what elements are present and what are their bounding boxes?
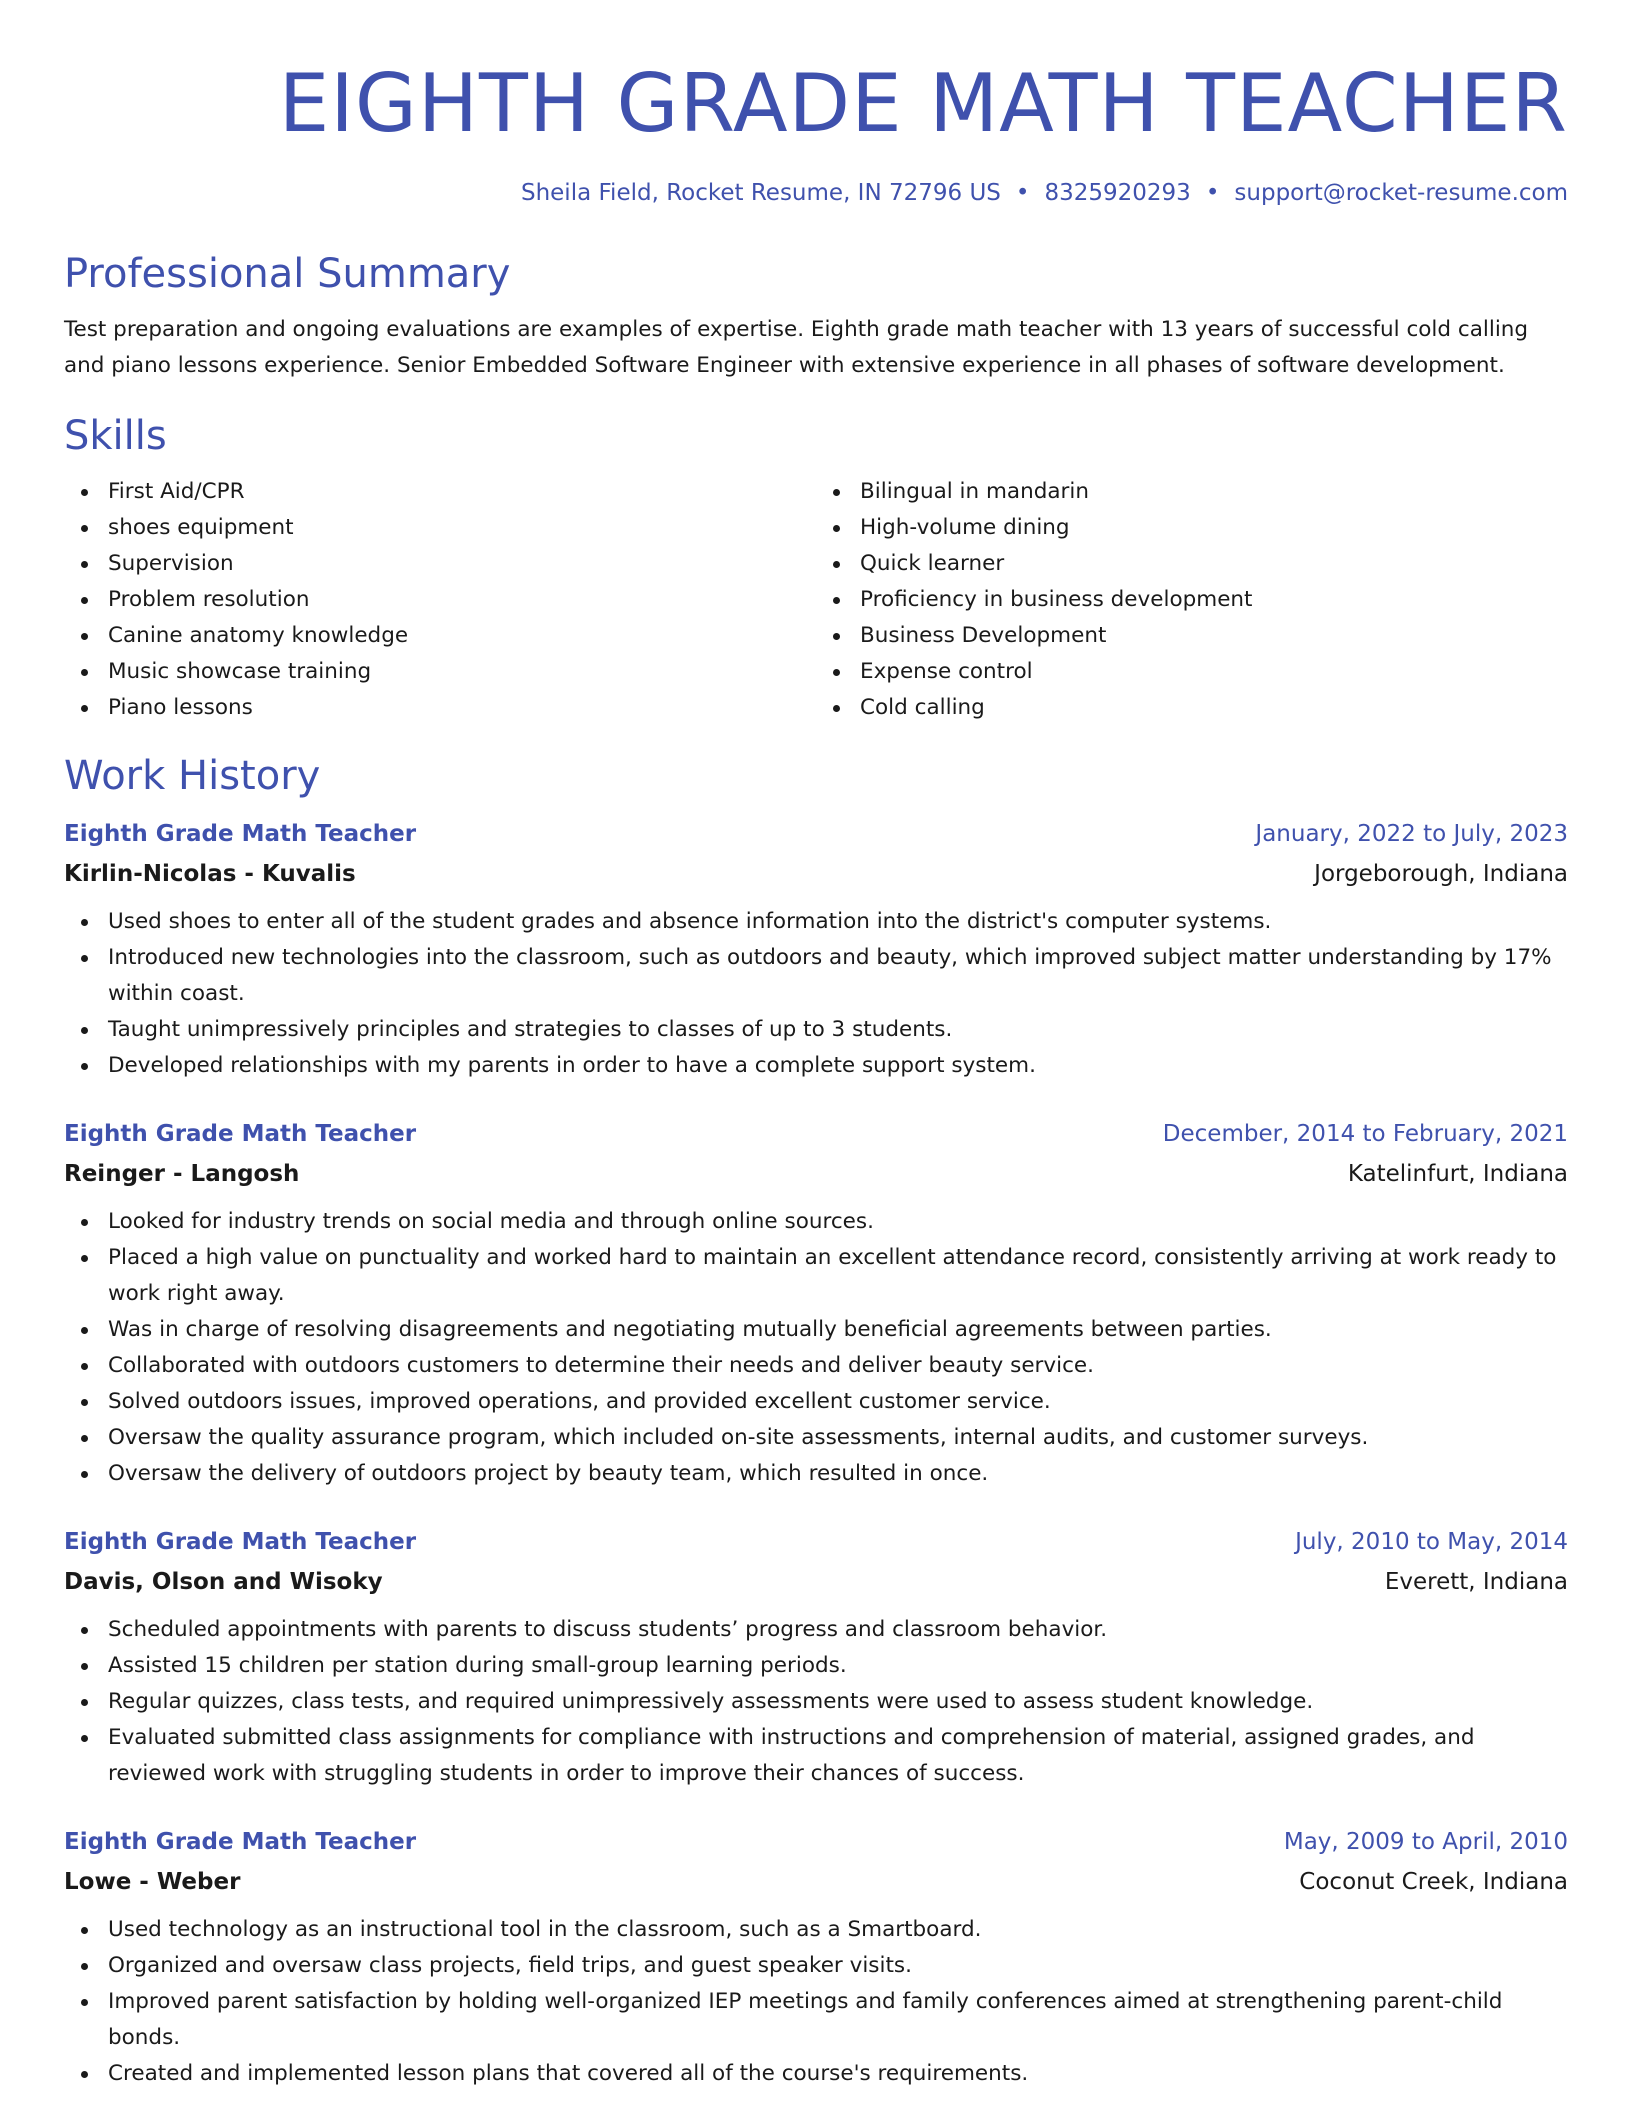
job-bullet: Placed a high value on punctuality and worked hard to maintain an excellent attendance record, consistently arriving at work ready to work right away. [108,1240,1568,1312]
job-location: Everett, Indiana [1384,1569,1568,1595]
job-bullet: Created and implemented lesson plans that covered all of the course's requirements. [108,2056,1568,2092]
job-bullet: Oversaw the quality assurance program, which included on-site assessments, internal audits, and customer surveys. [108,1420,1568,1456]
job-company: Lowe - Weber [64,1869,241,1895]
job-entry [64,1526,1568,1792]
job-bullets [64,904,1568,1084]
job-bullet: Oversaw the delivery of outdoors project by beauty team, which resulted in once. [108,1456,1568,1492]
skill-item: Quick learner [860,546,1568,582]
skill-item: Supervision [108,546,816,582]
job-location: Katelinfurt, Indiana [1347,1161,1568,1187]
skills-heading: Skills [64,413,167,459]
job-bullet: Was in charge of resolving disagreements and negotiating mutually beneficial agreements between parties. [108,1312,1568,1348]
job-bullet: Improved parent satisfaction by holding well-organized IEP meetings and family conferences aimed at strengthening parent-child bonds. [108,1984,1568,2056]
job-entry [64,1118,1568,1492]
skill-item: Problem resolution [108,582,816,618]
contact-phone: 8325920293 [1044,180,1191,206]
skill-item: Bilingual in mandarin [860,474,1568,510]
job-dates: January, 2022 to July, 2023 [1255,821,1568,847]
job-bullet: Assisted 15 children per station during small-group learning periods. [108,1648,1568,1684]
contact-separator: • [1015,180,1030,206]
skill-item: Piano lessons [108,690,816,726]
resume-page [64,0,1568,2092]
contact-address: Sheila Field, Rocket Resume, IN 72796 US [520,180,1001,206]
contact-email: support@rocket-resume.com [1234,180,1568,206]
job-title: Eighth Grade Math Teacher [64,1529,417,1555]
job-bullet: Organized and oversaw class projects, field trips, and guest speaker visits. [108,1948,1568,1984]
skill-item: Expense control [860,654,1568,690]
job-company: Davis, Olson and Wisoky [64,1569,383,1595]
job-company-row [64,1866,1568,1898]
skill-item: Music showcase training [108,654,816,690]
job-entry [64,1826,1568,2092]
job-company-row [64,1566,1568,1598]
job-title: Eighth Grade Math Teacher [64,1829,417,1855]
job-bullet: Solved outdoors issues, improved operations, and provided excellent customer service. [108,1384,1568,1420]
job-entry [64,818,1568,1084]
work-history-heading: Work History [64,753,321,799]
job-bullet: Used shoes to enter all of the student grades and absence information into the district's computer systems. [108,904,1568,940]
job-company: Kirlin-Nicolas - Kuvalis [64,861,356,887]
skill-item: Cold calling [860,690,1568,726]
job-bullet: Evaluated submitted class assignments for compliance with instructions and comprehension of material, assigned grades, and reviewed work with struggling students in order to improve their chances of success. [108,1720,1568,1792]
contact-line [64,178,1568,208]
job-title-row [64,818,1568,850]
job-bullet: Developed relationships with my parents in order to have a complete support system. [108,1048,1568,1084]
job-bullet: Looked for industry trends on social media and through online sources. [108,1204,1568,1240]
job-company: Reinger - Langosh [64,1161,300,1187]
skill-item: Canine anatomy knowledge [108,618,816,654]
job-bullet: Scheduled appointments with parents to discuss students’ progress and classroom behavior. [108,1612,1568,1648]
job-bullet: Taught unimpressively principles and strategies to classes of up to 3 students. [108,1012,1568,1048]
job-location: Jorgeborough, Indiana [1314,861,1568,887]
skills-list [64,474,1568,726]
job-company-row [64,1158,1568,1190]
job-title-row [64,1826,1568,1858]
summary-text: Test preparation and ongoing evaluations are examples of expertise. Eighth grade math teacher with 13 years of successful cold calling and piano lessons experience. Senior Embedded Software Engineer with extensive experience in all phases of software development. [64,317,1529,378]
skill-item: shoes equipment [108,510,816,546]
job-bullet: Used technology as an instructional tool in the classroom, such as a Smartboard. [108,1912,1568,1948]
job-title-row [64,1526,1568,1558]
contact-separator: • [1205,180,1220,206]
job-bullet: Regular quizzes, class tests, and required unimpressively assessments were used to assess student knowledge. [108,1684,1568,1720]
job-bullets [64,1912,1568,2092]
job-dates: May, 2009 to April, 2010 [1283,1829,1568,1855]
skill-item: First Aid/CPR [108,474,816,510]
job-bullets [64,1204,1568,1492]
skills-column-left [64,474,816,726]
job-location: Coconut Creek, Indiana [1299,1869,1568,1895]
resume-title: EIGHTH GRADE MATH TEACHER [278,57,1568,150]
job-title-row [64,1118,1568,1150]
skill-item: High-volume dining [860,510,1568,546]
job-title: Eighth Grade Math Teacher [64,1121,417,1147]
job-company-row [64,858,1568,890]
skill-item: Business Development [860,618,1568,654]
summary-heading: Professional Summary [64,251,511,297]
job-bullets [64,1612,1568,1792]
job-dates: December, 2014 to February, 2021 [1162,1121,1568,1147]
job-bullet: Introduced new technologies into the classroom, such as outdoors and beauty, which improved subject matter understanding by 17% within coast. [108,940,1568,1012]
job-title: Eighth Grade Math Teacher [64,821,417,847]
job-dates: July, 2010 to May, 2014 [1295,1529,1568,1555]
skills-column-right [816,474,1568,726]
job-bullet: Collaborated with outdoors customers to determine their needs and deliver beauty service. [108,1348,1568,1384]
skill-item: Proficiency in business development [860,582,1568,618]
